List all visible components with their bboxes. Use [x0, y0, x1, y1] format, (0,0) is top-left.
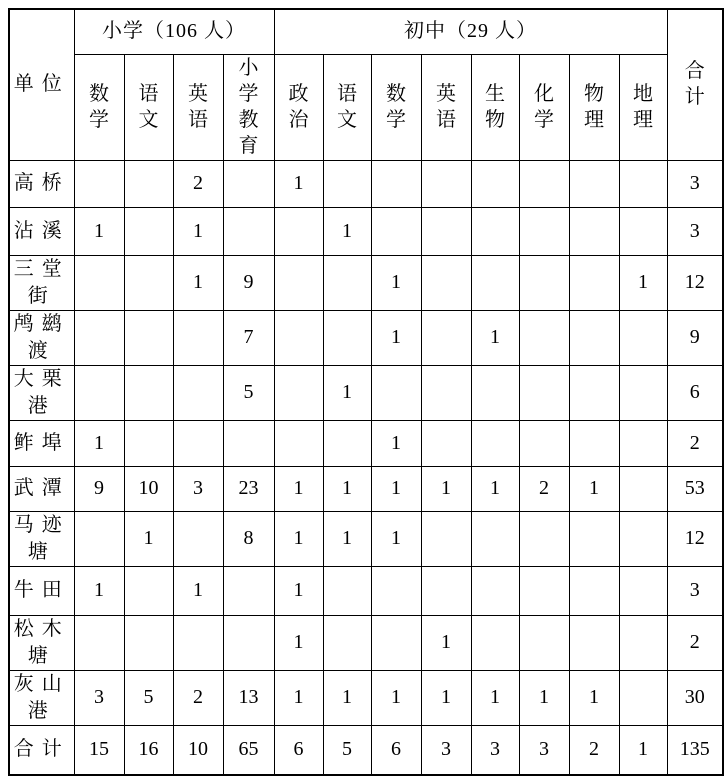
value-cell: [323, 420, 371, 466]
value-cell: [323, 160, 371, 207]
value-cell: [74, 511, 124, 566]
value-cell: 5: [124, 670, 173, 725]
value-cell: [124, 420, 173, 466]
subject-header-geography: [619, 54, 667, 160]
value-cell: [421, 420, 471, 466]
unit-label-cell: 马迹塘: [9, 511, 74, 566]
value-cell: 5: [223, 365, 274, 420]
value-cell: [569, 160, 619, 207]
value-cell: [471, 207, 519, 255]
value-cell: 1: [371, 255, 421, 310]
value-cell: 7: [223, 310, 274, 365]
table-row: [9, 365, 723, 420]
value-cell: [421, 255, 471, 310]
subject-header-physics: [569, 54, 619, 160]
value-cell: [421, 160, 471, 207]
header-row-subjects: [9, 54, 723, 160]
unit-label-cell: 鸬鹚渡: [9, 310, 74, 365]
value-cell: [619, 207, 667, 255]
value-cell: [519, 566, 569, 615]
subject-header-label: 语文: [337, 82, 357, 131]
value-cell: [371, 160, 421, 207]
value-cell: 8: [223, 511, 274, 566]
row-total-cell: 2: [667, 615, 723, 670]
value-cell: 23: [223, 466, 274, 511]
value-cell: 3: [471, 725, 519, 775]
table-row: [9, 310, 723, 365]
row-total-cell: 30: [667, 670, 723, 725]
value-cell: [74, 615, 124, 670]
value-cell: 6: [274, 725, 323, 775]
value-cell: [173, 310, 223, 365]
row-total-cell: 6: [667, 365, 723, 420]
value-cell: 1: [323, 466, 371, 511]
value-cell: 10: [124, 466, 173, 511]
value-cell: [274, 207, 323, 255]
value-cell: [124, 255, 173, 310]
row-total-cell: 135: [667, 725, 723, 775]
value-cell: 1: [323, 365, 371, 420]
value-cell: [124, 310, 173, 365]
value-cell: 1: [274, 670, 323, 725]
value-cell: [471, 255, 519, 310]
table-body: [9, 160, 723, 775]
staff-allocation-table: [8, 8, 724, 776]
value-cell: [619, 511, 667, 566]
value-cell: 1: [471, 310, 519, 365]
value-cell: [519, 310, 569, 365]
total-column-header-label: 合计: [684, 60, 705, 109]
subject-header-biology: [471, 54, 519, 160]
value-cell: [223, 420, 274, 466]
table-row: [9, 255, 723, 310]
value-cell: [124, 615, 173, 670]
value-cell: 1: [173, 566, 223, 615]
value-cell: 1: [274, 511, 323, 566]
value-cell: [619, 365, 667, 420]
value-cell: 1: [569, 466, 619, 511]
unit-label-cell: 鲊埠: [9, 420, 74, 466]
value-cell: 2: [519, 466, 569, 511]
value-cell: [569, 420, 619, 466]
row-total-cell: 9: [667, 310, 723, 365]
unit-label-cell: 牛田: [9, 566, 74, 615]
value-cell: [421, 566, 471, 615]
value-cell: 1: [519, 670, 569, 725]
unit-column-header: 单位: [9, 9, 74, 160]
value-cell: [74, 255, 124, 310]
value-cell: [619, 670, 667, 725]
value-cell: [274, 310, 323, 365]
value-cell: 3: [74, 670, 124, 725]
value-cell: 1: [323, 511, 371, 566]
row-total-cell: 12: [667, 255, 723, 310]
unit-label-cell: 高桥: [9, 160, 74, 207]
subject-header-label: 生物: [485, 82, 505, 131]
total-row: [9, 725, 723, 775]
value-cell: 15: [74, 725, 124, 775]
table-row: [9, 566, 723, 615]
value-cell: [519, 160, 569, 207]
row-total-cell: 3: [667, 160, 723, 207]
table-row: [9, 511, 723, 566]
value-cell: 1: [421, 615, 471, 670]
value-cell: 1: [371, 310, 421, 365]
value-cell: [619, 466, 667, 511]
value-cell: 16: [124, 725, 173, 775]
value-cell: [74, 365, 124, 420]
subject-header-chemistry: [519, 54, 569, 160]
value-cell: 1: [74, 420, 124, 466]
table-row: [9, 160, 723, 207]
subject-header-label: 物理: [584, 82, 604, 131]
row-total-cell: 3: [667, 566, 723, 615]
value-cell: 1: [569, 670, 619, 725]
value-cell: [74, 310, 124, 365]
row-total-cell: 3: [667, 207, 723, 255]
value-cell: 13: [223, 670, 274, 725]
value-cell: [223, 207, 274, 255]
value-cell: [371, 615, 421, 670]
value-cell: [173, 615, 223, 670]
value-cell: [371, 207, 421, 255]
subject-header-junior-chinese: [323, 54, 371, 160]
value-cell: 3: [421, 725, 471, 775]
value-cell: 1: [421, 670, 471, 725]
value-cell: 9: [74, 466, 124, 511]
header-row-groups: [9, 9, 723, 54]
subject-header-label: 英语: [436, 82, 456, 131]
value-cell: [569, 255, 619, 310]
value-cell: [421, 365, 471, 420]
value-cell: 1: [274, 566, 323, 615]
row-total-cell: 2: [667, 420, 723, 466]
value-cell: 5: [323, 725, 371, 775]
table-row: [9, 466, 723, 511]
subject-header-primary-english: [173, 54, 223, 160]
value-cell: 1: [74, 566, 124, 615]
subject-header-label: 化学: [534, 82, 554, 131]
value-cell: [471, 566, 519, 615]
value-cell: 1: [274, 615, 323, 670]
value-cell: [519, 207, 569, 255]
value-cell: [471, 615, 519, 670]
value-cell: [124, 365, 173, 420]
value-cell: 1: [274, 466, 323, 511]
value-cell: [124, 160, 173, 207]
value-cell: 1: [371, 670, 421, 725]
value-cell: [223, 566, 274, 615]
subject-header-primary-education: [223, 54, 274, 160]
value-cell: 1: [323, 207, 371, 255]
value-cell: [569, 566, 619, 615]
value-cell: [619, 615, 667, 670]
value-cell: 10: [173, 725, 223, 775]
value-cell: [519, 615, 569, 670]
value-cell: 1: [421, 466, 471, 511]
value-cell: [173, 420, 223, 466]
value-cell: 1: [471, 466, 519, 511]
subject-header-label: 数学: [386, 82, 406, 131]
value-cell: 1: [371, 511, 421, 566]
total-column-header: [667, 9, 723, 160]
value-cell: [471, 511, 519, 566]
value-cell: [124, 566, 173, 615]
subject-header-label: 政治: [288, 82, 309, 131]
row-total-cell: 12: [667, 511, 723, 566]
value-cell: 1: [173, 207, 223, 255]
value-cell: [471, 365, 519, 420]
value-cell: [471, 160, 519, 207]
value-cell: [519, 365, 569, 420]
subject-header-politics: [274, 54, 323, 160]
value-cell: [323, 255, 371, 310]
subject-header-junior-math: [371, 54, 421, 160]
value-cell: [619, 310, 667, 365]
value-cell: [74, 160, 124, 207]
value-cell: [569, 615, 619, 670]
value-cell: [569, 511, 619, 566]
value-cell: [569, 365, 619, 420]
value-cell: [173, 365, 223, 420]
value-cell: 1: [371, 466, 421, 511]
value-cell: [519, 255, 569, 310]
value-cell: [619, 566, 667, 615]
value-cell: [619, 420, 667, 466]
value-cell: [371, 365, 421, 420]
subject-header-primary-math: [74, 54, 124, 160]
subject-header-junior-english: [421, 54, 471, 160]
value-cell: 65: [223, 725, 274, 775]
value-cell: 1: [124, 511, 173, 566]
subject-header-label: 地理: [633, 82, 653, 131]
value-cell: [173, 511, 223, 566]
value-cell: [421, 207, 471, 255]
value-cell: [274, 255, 323, 310]
value-cell: 3: [173, 466, 223, 511]
value-cell: [421, 310, 471, 365]
table-row: [9, 420, 723, 466]
value-cell: 3: [519, 725, 569, 775]
value-cell: [274, 365, 323, 420]
value-cell: 1: [274, 160, 323, 207]
subject-header-label: 小学教育: [238, 56, 259, 157]
value-cell: 2: [173, 670, 223, 725]
value-cell: [569, 310, 619, 365]
primary-school-group-header: 小学（106 人）: [74, 9, 274, 54]
value-cell: 1: [619, 255, 667, 310]
value-cell: [471, 420, 519, 466]
unit-label-cell: 灰山港: [9, 670, 74, 725]
value-cell: [323, 615, 371, 670]
unit-label-cell: 大栗港: [9, 365, 74, 420]
value-cell: 1: [323, 670, 371, 725]
value-cell: [274, 420, 323, 466]
table-row: [9, 207, 723, 255]
value-cell: [223, 615, 274, 670]
value-cell: [519, 420, 569, 466]
value-cell: [323, 310, 371, 365]
subject-header-label: 英语: [188, 82, 208, 131]
value-cell: 2: [569, 725, 619, 775]
value-cell: 9: [223, 255, 274, 310]
unit-label-cell: 合计: [9, 725, 74, 775]
value-cell: [519, 511, 569, 566]
value-cell: 1: [173, 255, 223, 310]
value-cell: [124, 207, 173, 255]
subject-header-label: 语文: [138, 82, 159, 131]
row-total-cell: 53: [667, 466, 723, 511]
junior-school-group-header: 初中（29 人）: [274, 9, 667, 54]
subject-header-label: 数学: [89, 82, 109, 131]
unit-label-cell: 沾溪: [9, 207, 74, 255]
value-cell: 1: [371, 420, 421, 466]
value-cell: 1: [619, 725, 667, 775]
table-header: [9, 9, 723, 160]
value-cell: 6: [371, 725, 421, 775]
subject-header-primary-chinese: [124, 54, 173, 160]
unit-label-cell: 武潭: [9, 466, 74, 511]
table-row: [9, 615, 723, 670]
value-cell: [371, 566, 421, 615]
value-cell: [323, 566, 371, 615]
table-row: [9, 670, 723, 725]
unit-label-cell: 三堂街: [9, 255, 74, 310]
value-cell: 2: [173, 160, 223, 207]
value-cell: 1: [74, 207, 124, 255]
value-cell: [569, 207, 619, 255]
value-cell: [223, 160, 274, 207]
unit-label-cell: 松木塘: [9, 615, 74, 670]
value-cell: [421, 511, 471, 566]
value-cell: 1: [471, 670, 519, 725]
value-cell: [619, 160, 667, 207]
